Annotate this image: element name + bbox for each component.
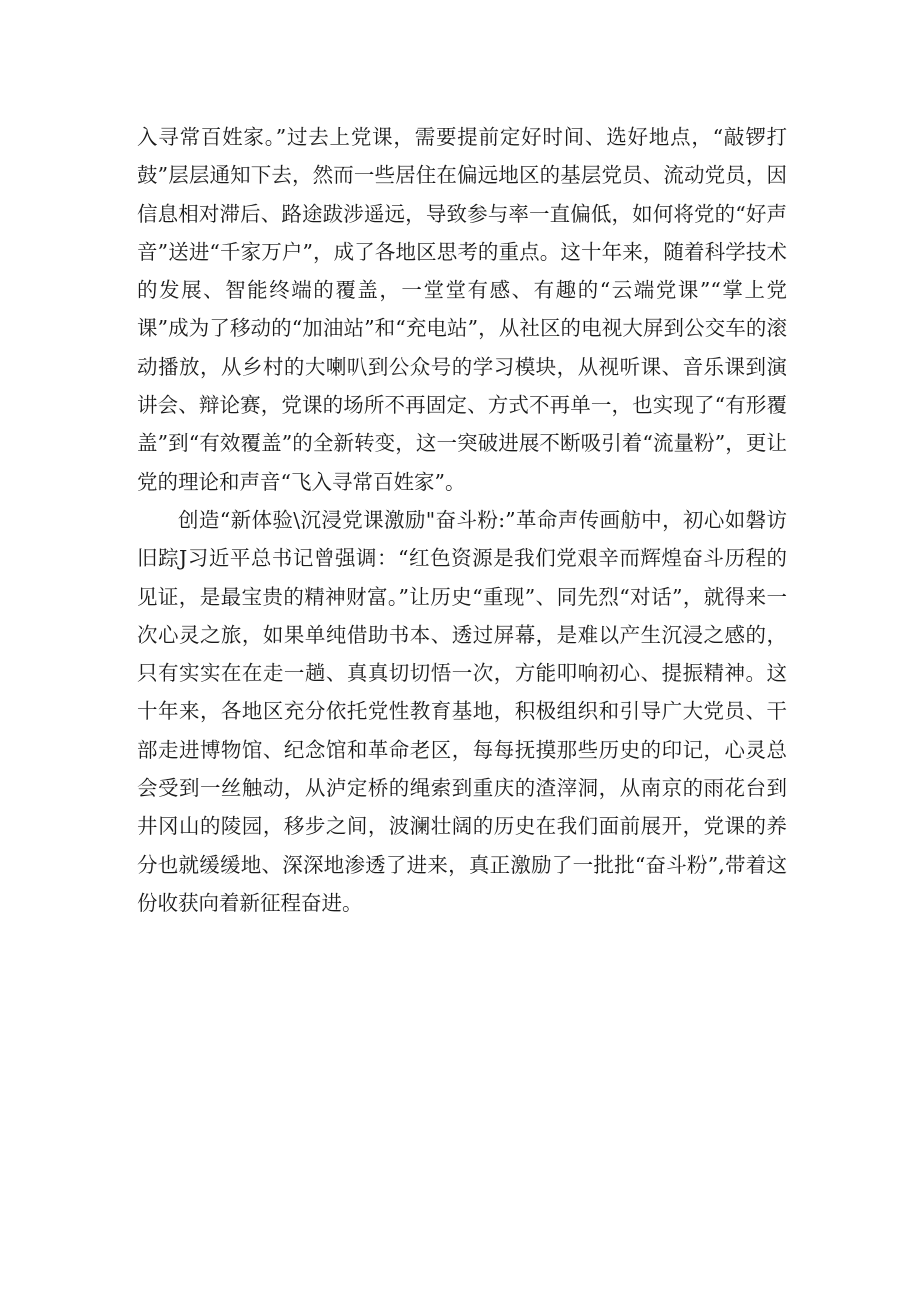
paragraph-2: 创造“新体验\沉浸党课激励"奋斗粉:”革命声传画舫中，初心如磐访旧踪J习近平总书记曾强调：“红色资源是我们党艰辛而辉煌奋斗历程的见证，是最宝贵的精神财富。”让历史“重现”、同先烈“对话”，就得来一次心灵之旅，如果单纯借助书本、透过屏幕，是难以产生沉浸之感的，只有实实在在走一趟、真真切切悟一次，方能叩响初心、提振精神。这十年来，各地区充分依托党性教育基地，积极组织和引导广大党员、干部走进博物馆、纪念馆和革命老区，每每抚摸那些历史的印记，心灵总会受到一丝触动，从泸定桥的绳索到重庆的渣滓洞，从南京的雨花台到井冈山的陵园，移步之间，波澜壮阔的历史在我们面前展开，党课的养分也就缓缓地、深深地渗透了进来，真正激励了一批批“奋斗粉”,带着这份收获向着新征程奋进。	[137, 507, 787, 915]
document-body	[137, 118, 787, 922]
paragraph-1: 入寻常百姓家。”过去上党课，需要提前定好时间、选好地点，“敲锣打鼓”层层通知下去，然而一些居住在偏远地区的基层党员、流动党员，因信息相对滞后、路途跋涉遥远，导致参与率一直偏低，如何将党的“好声音”送进“千家万户”，成了各地区思考的重点。这十年来，随着科学技术的发展、智能终端的覆盖，一堂堂有感、有趣的“云端党课”“掌上党课”成为了移动的“加油站”和“充电站”，从社区的电视大屏到公交车的滚动播放，从乡村的大喇叭到公众号的学习模块，从视听课、音乐课到演讲会、辩论赛，党课的场所不再固定、方式不再单一，也实现了“有形覆盖”到“有效覆盖”的全新转变，这一突破进展不断吸引着“流量粉”，更让党的理论和声音“飞入寻常百姓家”。	[137, 125, 787, 494]
